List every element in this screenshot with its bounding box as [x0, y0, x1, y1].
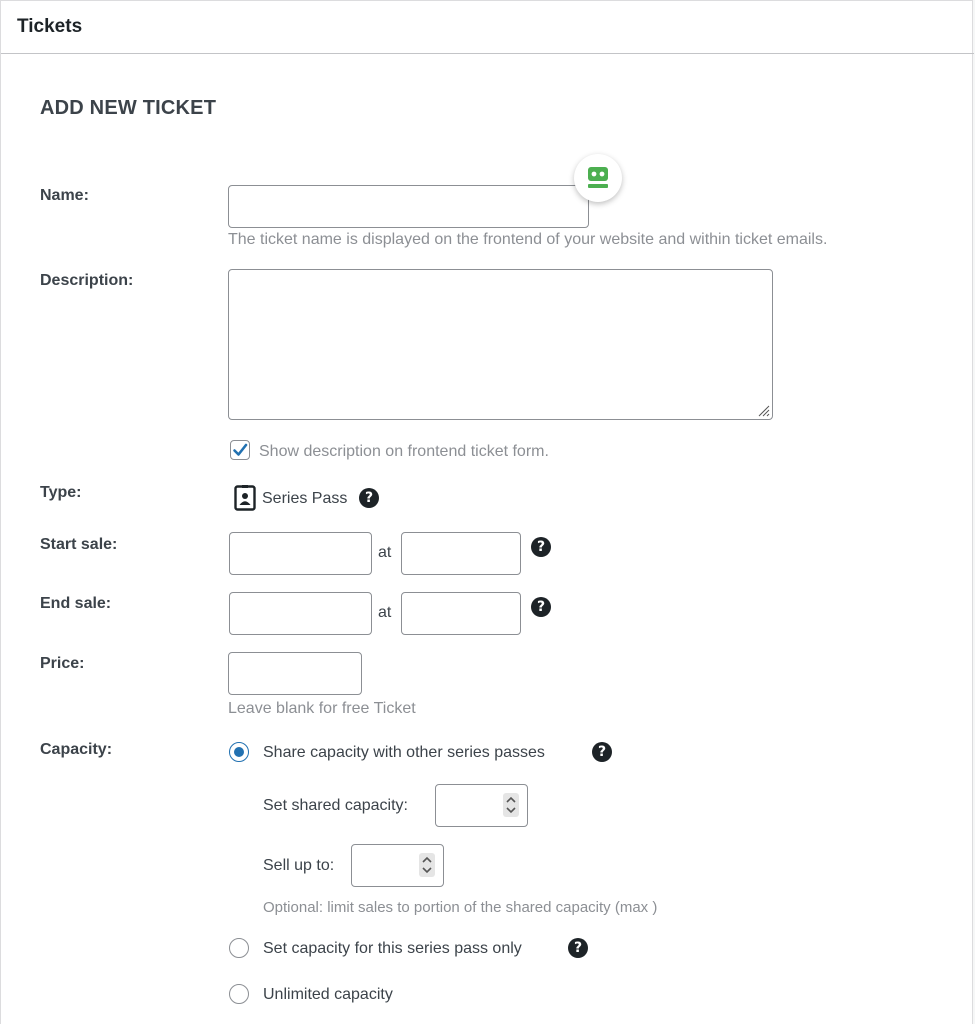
end-sale-date-input[interactable] — [229, 592, 372, 635]
capacity-label: Capacity: — [40, 741, 113, 758]
end-sale-label: End sale: — [40, 595, 112, 612]
series-pass-capacity-help-icon[interactable]: ? — [568, 938, 588, 958]
name-label: Name: — [40, 187, 89, 204]
price-input[interactable] — [228, 652, 362, 695]
assistant-bubble[interactable] — [574, 154, 622, 202]
start-sale-date-input[interactable] — [229, 532, 372, 575]
sell-up-to-input[interactable] — [351, 844, 444, 887]
price-help-text: Leave blank for free Ticket — [228, 700, 416, 717]
share-capacity-label: Share capacity with other series passes — [263, 744, 545, 761]
end-sale-time-input[interactable] — [401, 592, 521, 635]
ticket-name-input[interactable] — [228, 185, 589, 228]
share-capacity-help-icon[interactable]: ? — [592, 742, 612, 762]
robot-face-icon — [574, 154, 622, 202]
start-sale-time-input[interactable] — [401, 532, 521, 575]
radio-selected-dot — [234, 747, 244, 757]
end-sale-at-text: at — [378, 604, 392, 621]
share-capacity-radio[interactable] — [229, 742, 249, 762]
type-label: Type: — [40, 484, 82, 501]
unlimited-capacity-radio[interactable] — [229, 984, 249, 1004]
start-sale-help-icon[interactable]: ? — [531, 537, 551, 557]
ticket-type-value: Series Pass — [262, 490, 348, 507]
shared-capacity-input[interactable] — [435, 784, 528, 827]
form-heading: ADD NEW TICKET — [40, 97, 217, 119]
id-badge-icon — [234, 485, 256, 511]
end-sale-help-icon[interactable]: ? — [531, 597, 551, 617]
number-stepper-icon[interactable] — [503, 793, 519, 817]
shared-capacity-label: Set shared capacity: — [263, 797, 408, 814]
show-description-checkbox[interactable] — [230, 440, 250, 460]
unlimited-capacity-label: Unlimited capacity — [263, 986, 393, 1003]
description-label: Description: — [40, 272, 134, 289]
number-stepper-icon[interactable] — [419, 853, 435, 877]
resize-handle-icon[interactable] — [756, 403, 770, 417]
type-help-icon[interactable]: ? — [359, 488, 379, 508]
series-pass-capacity-radio[interactable] — [229, 938, 249, 958]
name-help-text: The ticket name is displayed on the frontend of your website and within ticket emails. — [228, 231, 828, 248]
panel-title: Tickets — [17, 16, 83, 37]
checkmark-icon — [230, 440, 250, 460]
description-textarea[interactable] — [228, 269, 773, 420]
sell-up-to-label: Sell up to: — [263, 857, 335, 874]
series-pass-capacity-label: Set capacity for this series pass only — [263, 940, 522, 957]
sell-up-to-note: Optional: limit sales to portion of the shared capacity (max ) — [263, 899, 658, 916]
price-label: Price: — [40, 655, 85, 672]
panel-header — [1, 1, 974, 54]
start-sale-at-text: at — [378, 544, 392, 561]
start-sale-label: Start sale: — [40, 536, 118, 553]
show-description-label: Show description on frontend ticket form. — [259, 443, 549, 460]
